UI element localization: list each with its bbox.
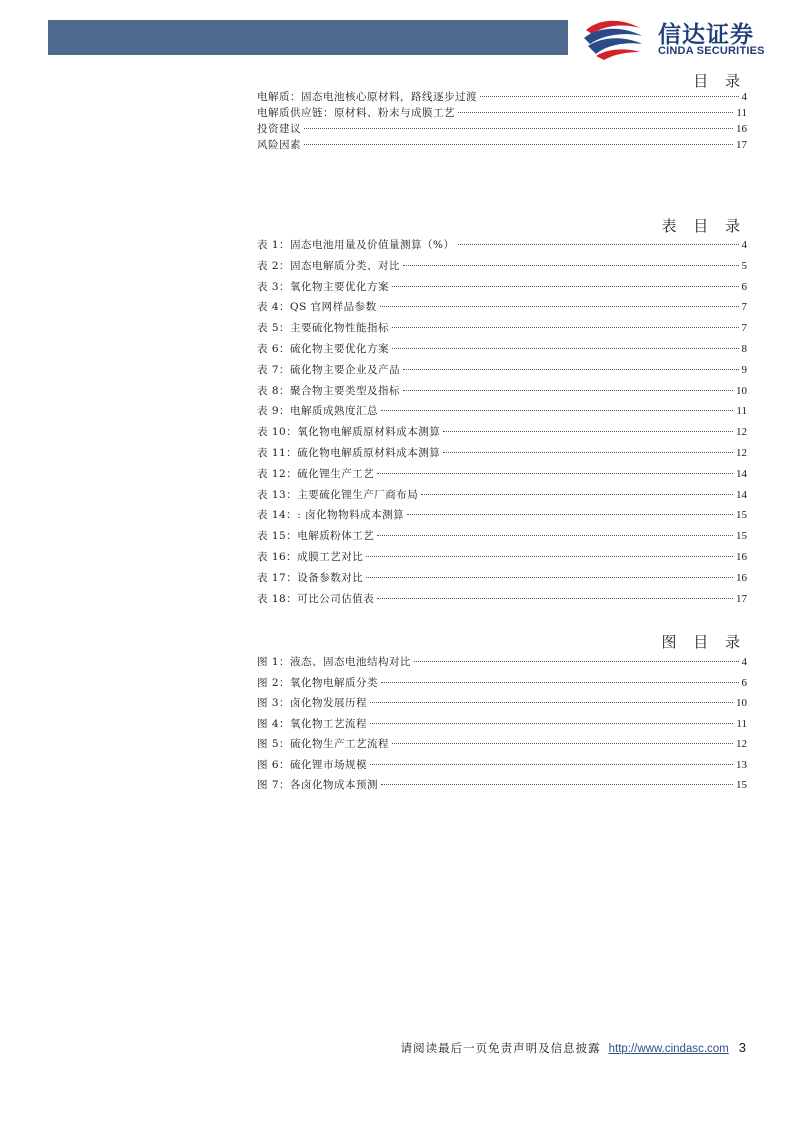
- cinda-logo: [582, 14, 772, 62]
- dot-leader: [403, 390, 733, 391]
- dot-leader: [407, 514, 733, 515]
- dot-leader: [458, 244, 739, 245]
- figure-item-label: 图 4：氧化物工艺流程: [257, 717, 368, 730]
- table-item-page: 12: [736, 426, 747, 439]
- toc-item-page: 11: [736, 107, 747, 119]
- figure-item-label: 图 1：液态、固态电池结构对比: [257, 656, 412, 668]
- table-item-label: 表 2：固态电解质分类、对比: [257, 259, 401, 272]
- dot-leader: [458, 112, 733, 113]
- table-list-item[interactable]: [257, 549, 747, 570]
- page-number: 3: [738, 1040, 746, 1055]
- dot-leader: [381, 410, 733, 411]
- cinda-logo-mark-icon: [582, 16, 644, 60]
- figure-item-label: 图 3：卤化物发展历程: [257, 697, 368, 709]
- figure-list-item[interactable]: [257, 675, 747, 696]
- table-item-label: 表 3：氧化物主要优化方案: [257, 280, 390, 293]
- table-item-page: 14: [736, 488, 747, 501]
- table-item-page: 15: [736, 530, 747, 543]
- table-list-item[interactable]: [257, 258, 747, 279]
- table-list-item[interactable]: [257, 445, 747, 466]
- table-list-item[interactable]: [257, 487, 747, 508]
- toc-item-label: 电解质：固态电池核心原材料，路线逐步过渡: [257, 91, 477, 103]
- figure-list-item[interactable]: [257, 654, 747, 675]
- table-list-item[interactable]: [257, 362, 747, 383]
- toc-item[interactable]: [257, 105, 747, 121]
- dot-leader: [304, 144, 733, 145]
- table-list-item[interactable]: [257, 466, 747, 487]
- figure-item-page: 13: [736, 758, 747, 771]
- table-item-page: 16: [736, 550, 747, 563]
- table-item-label: 表 5：主要硫化物性能指标: [257, 322, 390, 335]
- figure-item-page: 4: [741, 656, 747, 668]
- table-item-label: 表 13：主要硫化锂生产厂商布局: [257, 488, 419, 501]
- dot-leader: [380, 306, 739, 307]
- toc-item[interactable]: [257, 137, 747, 153]
- figure-list: [257, 654, 747, 798]
- toc-item-label: 风险因素: [257, 139, 301, 151]
- table-item-page: 15: [736, 509, 747, 522]
- figure-item-label: 图 7：各卤化物成本预测: [257, 779, 379, 791]
- table-list-item[interactable]: [257, 341, 747, 362]
- dot-leader: [392, 348, 738, 349]
- toc-list: [257, 89, 747, 153]
- dot-leader: [381, 682, 738, 683]
- figure-list-item[interactable]: [257, 757, 747, 778]
- disclaimer-notice: 请阅读最后一页免责声明及信息披露: [400, 1041, 601, 1055]
- table-item-label: 表 6：硫化物主要优化方案: [257, 342, 390, 355]
- logo-english-name: CINDA SECURITIES: [658, 45, 765, 57]
- table-item-page: 7: [741, 301, 747, 314]
- dot-leader: [381, 784, 733, 785]
- dot-leader: [304, 128, 733, 129]
- dot-leader: [443, 452, 733, 453]
- table-item-page: 6: [741, 280, 747, 293]
- figure-item-page: 10: [736, 697, 747, 709]
- table-list-item[interactable]: [257, 299, 747, 320]
- dot-leader: [392, 743, 733, 744]
- logo-chinese-name: 信达证券: [658, 22, 754, 48]
- table-item-page: 10: [736, 384, 747, 397]
- dot-leader: [366, 556, 733, 557]
- table-list-item[interactable]: [257, 279, 747, 300]
- table-list-item[interactable]: [257, 383, 747, 404]
- toc-item-page: 4: [741, 91, 747, 103]
- figure-item-label: 图 6：硫化锂市场规模: [257, 758, 368, 771]
- figure-list-item[interactable]: [257, 736, 747, 757]
- table-item-label: 表 12：硫化锂生产工艺: [257, 467, 375, 480]
- toc-item-label: 电解质供应链：原材料、粉末与成膜工艺: [257, 107, 455, 119]
- figure-item-page: 15: [736, 779, 747, 791]
- table-item-label: 表 11：硫化物电解质原材料成本测算: [257, 446, 441, 459]
- dot-leader: [421, 494, 733, 495]
- table-list-item[interactable]: [257, 570, 747, 591]
- table-item-label: 表 18：可比公司估值表: [257, 592, 375, 605]
- dot-leader: [403, 265, 738, 266]
- website-link[interactable]: http://www.cindasc.com: [608, 1043, 729, 1055]
- table-item-page: 17: [736, 592, 747, 605]
- table-list-item[interactable]: [257, 320, 747, 341]
- table-item-page: 12: [736, 446, 747, 459]
- toc-title: 目 录: [693, 72, 746, 90]
- toc-item[interactable]: [257, 121, 747, 137]
- table-item-label: 表 16：成膜工艺对比: [257, 550, 364, 563]
- dot-leader: [370, 723, 733, 724]
- table-item-page: 11: [736, 405, 747, 418]
- dot-leader: [480, 96, 739, 97]
- dot-leader: [392, 327, 738, 328]
- table-item-label: 表 1：固态电池用量及价值量测算（%）: [257, 239, 455, 251]
- table-item-page: 14: [736, 467, 747, 480]
- dot-leader: [366, 577, 733, 578]
- figures-title: 图 目 录: [661, 633, 746, 651]
- table-list-item[interactable]: [257, 507, 747, 528]
- figure-item-page: 6: [741, 676, 747, 689]
- dot-leader: [370, 764, 733, 765]
- dot-leader: [392, 286, 738, 287]
- dot-leader: [443, 431, 733, 432]
- dot-leader: [403, 369, 738, 370]
- dot-leader: [414, 661, 738, 662]
- table-item-label: 表 15：电解质粉体工艺: [257, 530, 375, 543]
- table-list-item[interactable]: [257, 528, 747, 549]
- table-item-page: 8: [741, 342, 747, 355]
- figure-item-page: 11: [736, 717, 747, 730]
- figure-item-page: 12: [736, 738, 747, 750]
- figure-list-item[interactable]: [257, 777, 747, 798]
- table-item-page: 4: [741, 239, 747, 251]
- figure-item-label: 图 5：硫化物生产工艺流程: [257, 738, 390, 750]
- table-item-label: 表 9：电解质成熟度汇总: [257, 405, 379, 418]
- table-item-label: 表 14：: 卤化物物料成本测算: [257, 509, 405, 522]
- table-list-item[interactable]: [257, 403, 747, 424]
- figure-list-item[interactable]: [257, 716, 747, 737]
- figure-item-label: 图 2：氧化物电解质分类: [257, 676, 379, 689]
- table-list-item[interactable]: [257, 424, 747, 445]
- table-list-item[interactable]: [257, 237, 747, 258]
- table-item-page: 16: [736, 571, 747, 584]
- table-list-item[interactable]: [257, 591, 747, 612]
- toc-item-page: 17: [736, 139, 747, 151]
- table-item-page: 7: [741, 322, 747, 335]
- table-item-label: 表 10：氧化物电解质原材料成本测算: [257, 426, 441, 439]
- table-item-page: 9: [741, 363, 747, 376]
- table-item-label: 表 8：聚合物主要类型及指标: [257, 384, 401, 397]
- table-item-page: 5: [741, 259, 747, 272]
- page-footer: [401, 1040, 746, 1056]
- table-item-label: 表 7：硫化物主要企业及产品: [257, 363, 401, 376]
- toc-item-label: 投资建议: [257, 123, 301, 135]
- figure-list-item[interactable]: [257, 695, 747, 716]
- table-item-label: 表 17：设备参数对比: [257, 571, 364, 584]
- table-list: [257, 237, 747, 611]
- dot-leader: [370, 702, 733, 703]
- dot-leader: [377, 598, 733, 599]
- header-bar: [48, 20, 568, 55]
- toc-item-page: 16: [736, 123, 747, 135]
- dot-leader: [377, 473, 733, 474]
- table-item-label: 表 4：QS 官网样品参数: [257, 301, 377, 314]
- tables-title: 表 目 录: [661, 217, 746, 235]
- dot-leader: [377, 535, 733, 536]
- toc-item[interactable]: [257, 89, 747, 105]
